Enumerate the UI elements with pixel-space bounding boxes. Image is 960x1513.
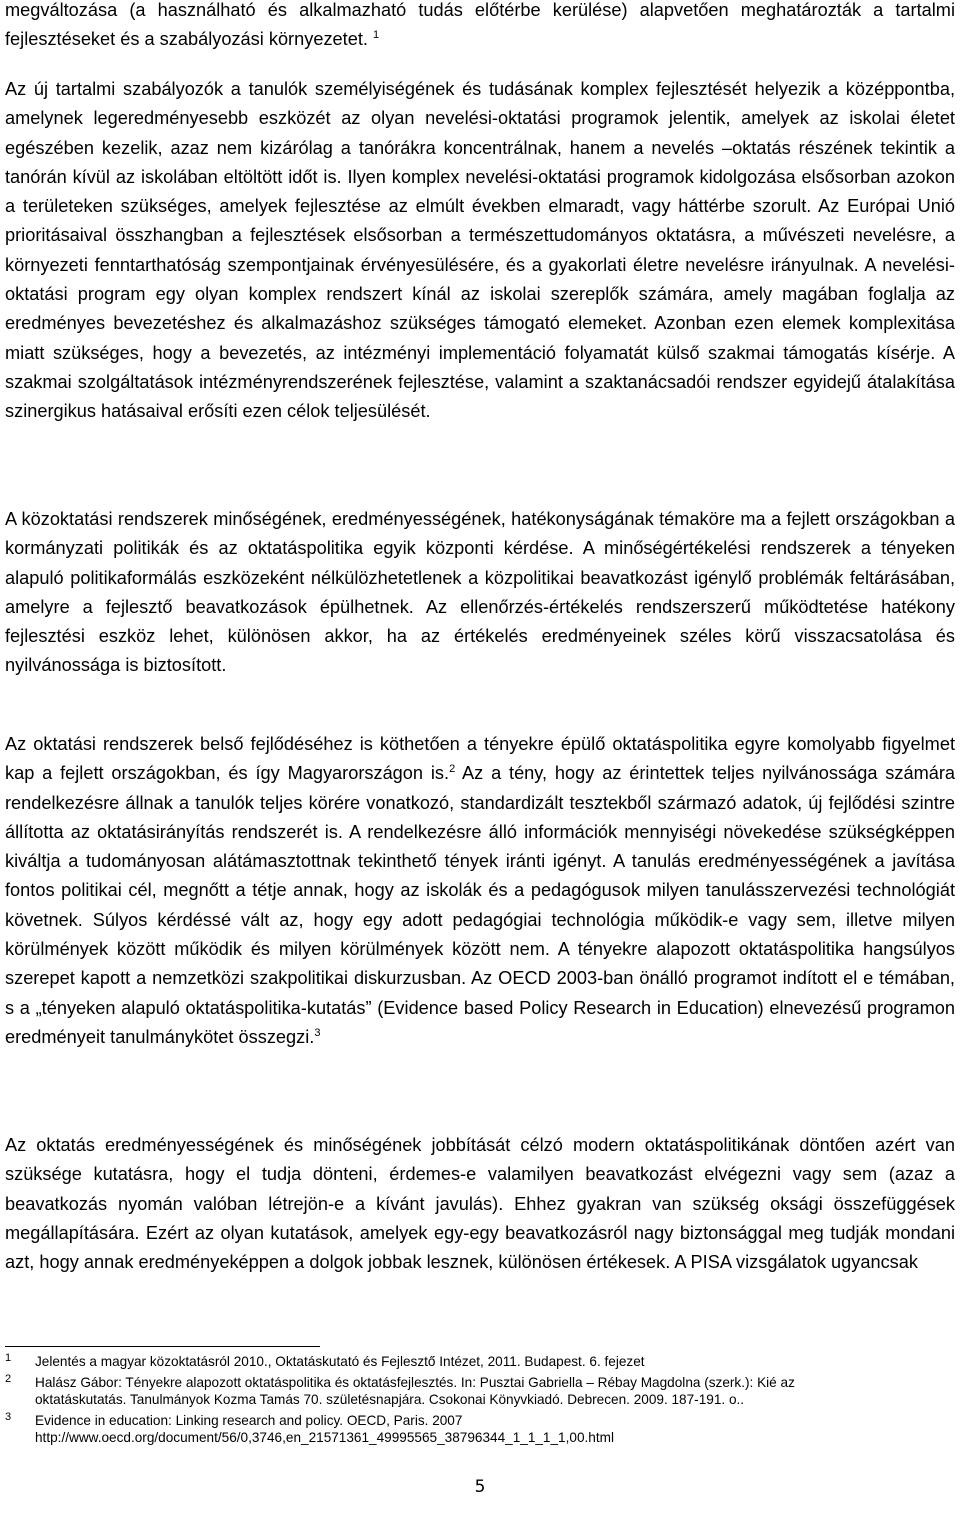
page-number: 5 xyxy=(474,1477,486,1497)
paragraph-4-text: Az oktatási rendszerek belső fejlődéséhez is köthetően a tényekre épülő oktatáspolitika egyre komolyabb figyelmet kap a fejlett országokban, és így Magyarországon is. xyxy=(5,734,955,784)
footnote-3 xyxy=(5,1412,955,1446)
paragraph-4 xyxy=(5,730,955,1052)
paragraph-5-text: Az oktatás eredményességének és minőségének jobbítását célzó modern oktatáspolitikának döntően azért van szüksége kutatásra, hogy el tudja dönteni, érdemes-e valamilyen beavatkozást elvégezni vagy sem (azaz a beavatkozás nyomán valóban létrejön-e a kívánt javulás). Ehhez gyakran van szükség oksági összefüggések megállapítására. Ezért az olyan kutatások, amelyek egy-egy beavatkozásról nagy biztonsággal meg tudják mondani azt, hogy annak eredményeképpen a dolgok jobbak lesznek, különösen értékesek. A PISA vizsgálatok ugyancsak xyxy=(5,1135,955,1273)
paragraph-3 xyxy=(5,505,955,681)
footnote-text-continued: oktatáskutatás. Tanulmányok Kozma Tamás 70. születésnapjára. Csokonai Könyvkiadó. Debrecen. 2009. 187-191. o.. xyxy=(35,1392,745,1407)
paragraph-1-text: megváltozása (a használható és alkalmazható tudás előtérbe kerülése) alapvetően meghatározták a tartalmi fejlesztéseket és a szabályozási környezetet. xyxy=(5,0,955,50)
footnote-1 xyxy=(5,1353,955,1370)
paragraph-4-text-continued: Az a tény, hogy az érintettek teljes nyilvánossága számára rendelkezésre állnak a tanulók teljes körére vonatkozó, standardizált tesztekből származó adatok, új fejlődési szintre állította az oktatásirányítás rendszerét is. A rendelkezésre álló információk mennyiségi növekedése szükségképpen kiváltja a tudományosan alátámasztottnak tekinthető tények iránti igényt. A tanulás eredményességének a javítása fontos politikai cél, megnőtt a tétje annak, hogy az iskolák és a pedagógusok milyen tanulásszervezési technológiát követnek. Súlyos kérdéssé vált az, hogy egy adott pedagógiai technológia működik-e vagy sem, illetve milyen körülmények között működik és milyen körülmények között nem. A tényekre alapozott oktatáspolitika hangsúlyos szerepet kapott a nemzetközi szakpolitikai diskurzusban. Az OECD 2003-ban önálló programot indított el e témában, s a „tényeken alapuló oktatáspolitika-kutatás” (Evidence based Policy Research in Education) elnevezésű programon eredményeit tanulmánykötet összegzi. xyxy=(5,763,956,1047)
footnote-number: 3 xyxy=(5,1411,12,1423)
paragraph-2 xyxy=(5,75,955,427)
footnote-separator xyxy=(5,1346,320,1347)
footnote-ref-3[interactable]: 3 xyxy=(314,1026,321,1039)
footnote-ref-1[interactable]: 1 xyxy=(373,29,380,42)
paragraph-5 xyxy=(5,1131,955,1277)
paragraph-2-text: Az új tartalmi szabályozók a tanulók személyiségének és tudásának komplex fejlesztését helyezik a középpontba, amelynek legeredményesebb eszközét az olyan nevelési-oktatási programok jelentik, amelyek az iskolai életet egészében kezelik, azaz nem kizárólag a tanórákra koncentrálnak, hanem a nevelés –oktatás részének tekintik a tanórán kívül az iskolában eltöltött időt is. Ilyen komplex nevelési-oktatási programok kidolgozása elsősorban azokon a területeken szükséges, amelyek fejlesztése az elmúlt években elmaradt, vagy háttérbe szorult. Az Európai Unió prioritásaival összhangban a fejlesztések elsősorban a természettudományos oktatásra, a művészeti nevelésre, a környezeti fenntarthatóság szempontjainak érvényesülésére, és a gyakorlati életre nevelésre irányulnak. A nevelési-oktatási program egy olyan komplex rendszert kínál az iskolai szereplők számára, amely magában foglalja az eredményes bevezetéshez és alkalmazáshoz szükséges támogató elemeket. Azonban ezen elemek komplexitása miatt szükséges, hogy a bevezetés, az intézményi implementáció folyamatát külső szakmai támogatás kísérje. A szakmai szolgáltatások intézményrendszerének fejlesztése, valamint a szaktanácsadói rendszer egyidejű átalakítása szinergikus hatásaival erősíti ezen célok teljesülését. xyxy=(5,79,955,422)
footnote-ref-2[interactable]: 2 xyxy=(449,763,456,776)
footnote-number: 2 xyxy=(5,1373,12,1385)
paragraph-3-text: A közoktatási rendszerek minőségének, eredményességének, hatékonyságának témaköre ma a fejlett országokban a kormányzati politikák és az oktatáspolitika egyik központi kérdése. A minőségértékelési rendszerek a tényeken alapuló politikaformálás eszközeként nélkülözhetetlenek a közpolitikai beavatkozást igénylő problémák feltárásában, amelyre a fejlesztő beavatkozások épülhetnek. Az ellenőrzés-értékelés rendszerszerű működtetése hatékony fejlesztési eszköz lehet, különösen akkor, ha az értékelés eredményeinek széles körű visszacsatolása és nyilvánossága is biztosított. xyxy=(5,509,955,676)
footnote-number: 1 xyxy=(5,1352,12,1364)
footnote-2 xyxy=(5,1374,955,1408)
footnotes xyxy=(5,1353,955,1450)
footnote-text: Halász Gábor: Tényekre alapozott oktatáspolitika és oktatásfejlesztés. In: Pusztai Gabriella – Rébay Magdolna (szerk.): Kié az xyxy=(35,1375,795,1390)
footnote-text: Evidence in education: Linking research and policy. OECD, Paris. 2007 xyxy=(35,1413,463,1428)
footnote-url-link[interactable]: http://www.oecd.org/document/56/0,3746,en_21571361_49995565_38796344_1_1_1_1,00.html xyxy=(35,1430,614,1445)
paragraph-1 xyxy=(5,0,955,55)
footnote-text: Jelentés a magyar közoktatásról 2010., Oktatáskutató és Fejlesztő Intézet, 2011. Budapest. 6. fejezet xyxy=(35,1354,645,1369)
